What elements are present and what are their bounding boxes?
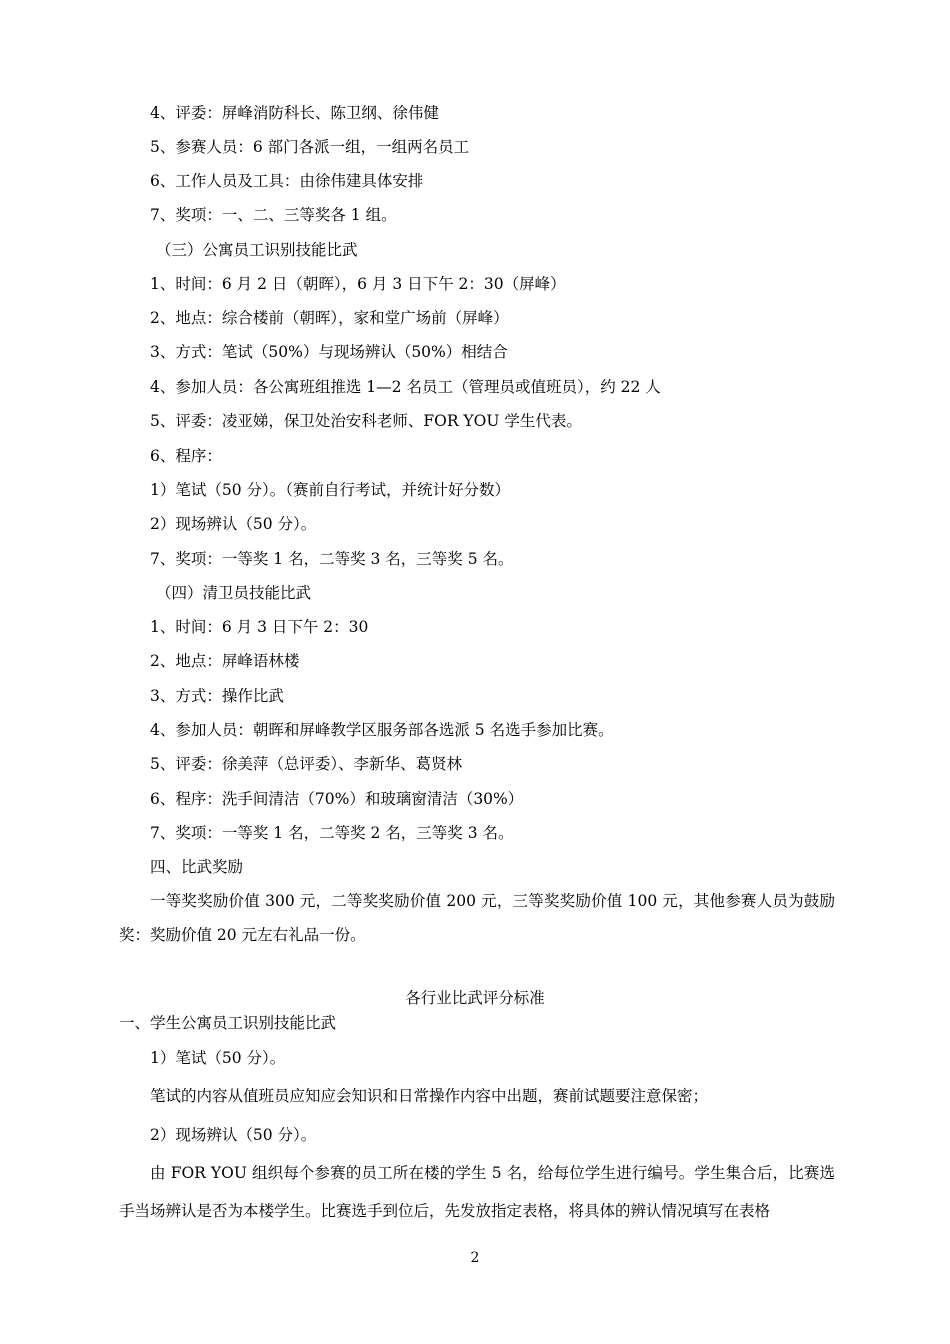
text-line: 1、时间：6 月 2 日（朝晖），6 月 3 日下午 2：30（屏峰） [150, 275, 566, 293]
text-line: 4、参加人员：朝晖和屏峰教学区服务部各选派 5 名选手参加比赛。 [150, 721, 614, 739]
text-line: 3、方式：笔试（50%）与现场辨认（50%）相结合 [150, 343, 508, 361]
text-line: 6、程序： [150, 447, 222, 465]
standard-section-heading: 一、学生公寓员工识别技能比武 [119, 1014, 337, 1032]
text-line: 2、地点：综合楼前（朝晖），家和堂广场前（屏峰） [150, 309, 509, 327]
text-line: 4、评委：屏峰消防科长、陈卫纲、徐伟健 [150, 104, 439, 122]
section-heading: （三）公寓员工识别技能比武 [156, 241, 358, 259]
text-line: 7、奖项：一、二、三等奖各 1 组。 [150, 206, 397, 224]
onsite-paragraph: 由 FOR YOU 组织每个参赛的员工所在楼的学生 5 名，给每位学生进行编号。学生集合后，比赛选手当场辨认是否为本楼学生。比赛选手到位后，先发放指定表格，将具体的辨认情况填写在表格 [119, 1164, 835, 1220]
text-line: 1）笔试（50 分）。 [150, 1049, 286, 1067]
text-line: 5、评委：徐美萍（总评委）、李新华、葛贤林 [150, 755, 463, 773]
text-line: 2）现场辨认（50 分）。 [150, 1126, 317, 1144]
text-line: 4、参加人员：各公寓班组推选 1—2 名员工（管理员或值班员），约 22 人 [150, 378, 661, 396]
text-line: 1）笔试（50 分）。（赛前自行考试，并统计好分数） [150, 481, 511, 499]
page-number: 2 [470, 1250, 480, 1266]
text-line: 5、评委：凌亚娣，保卫处治安科老师、FOR YOU 学生代表。 [150, 412, 582, 430]
text-line: 1、时间：6 月 3 日下午 2：30 [150, 618, 369, 636]
section-heading: 四、比武奖励 [150, 858, 244, 876]
text-line: 2、地点：屏峰语林楼 [150, 652, 300, 670]
text-line: 6、程序：洗手间清洁（70%）和玻璃窗清洁（30%） [150, 790, 524, 808]
text-line: 笔试的内容从值班员应知应会知识和日常操作内容中出题，赛前试题要注意保密； [150, 1087, 709, 1105]
section-heading: （四）清卫员技能比武 [156, 584, 312, 602]
text-line: 7、奖项：一等奖 1 名，二等奖 3 名，三等奖 5 名。 [150, 550, 514, 568]
reward-paragraph: 一等奖奖励价值 300 元，二等奖奖励价值 200 元，三等奖奖励价值 100 元，其他参赛人员为鼓励奖：奖励价值 20 元左右礼品一份。 [119, 892, 835, 944]
standard-title: 各行业比武评分标准 [405, 989, 545, 1007]
text-line: 5、参赛人员：6 部门各派一组，一组两名员工 [150, 138, 470, 156]
text-line: 6、工作人员及工具：由徐伟建具体安排 [150, 172, 424, 190]
text-line: 7、奖项：一等奖 1 名，二等奖 2 名，三等奖 3 名。 [150, 824, 514, 842]
text-line: 3、方式：操作比武 [150, 687, 284, 705]
text-line: 2）现场辨认（50 分）。 [150, 515, 317, 533]
